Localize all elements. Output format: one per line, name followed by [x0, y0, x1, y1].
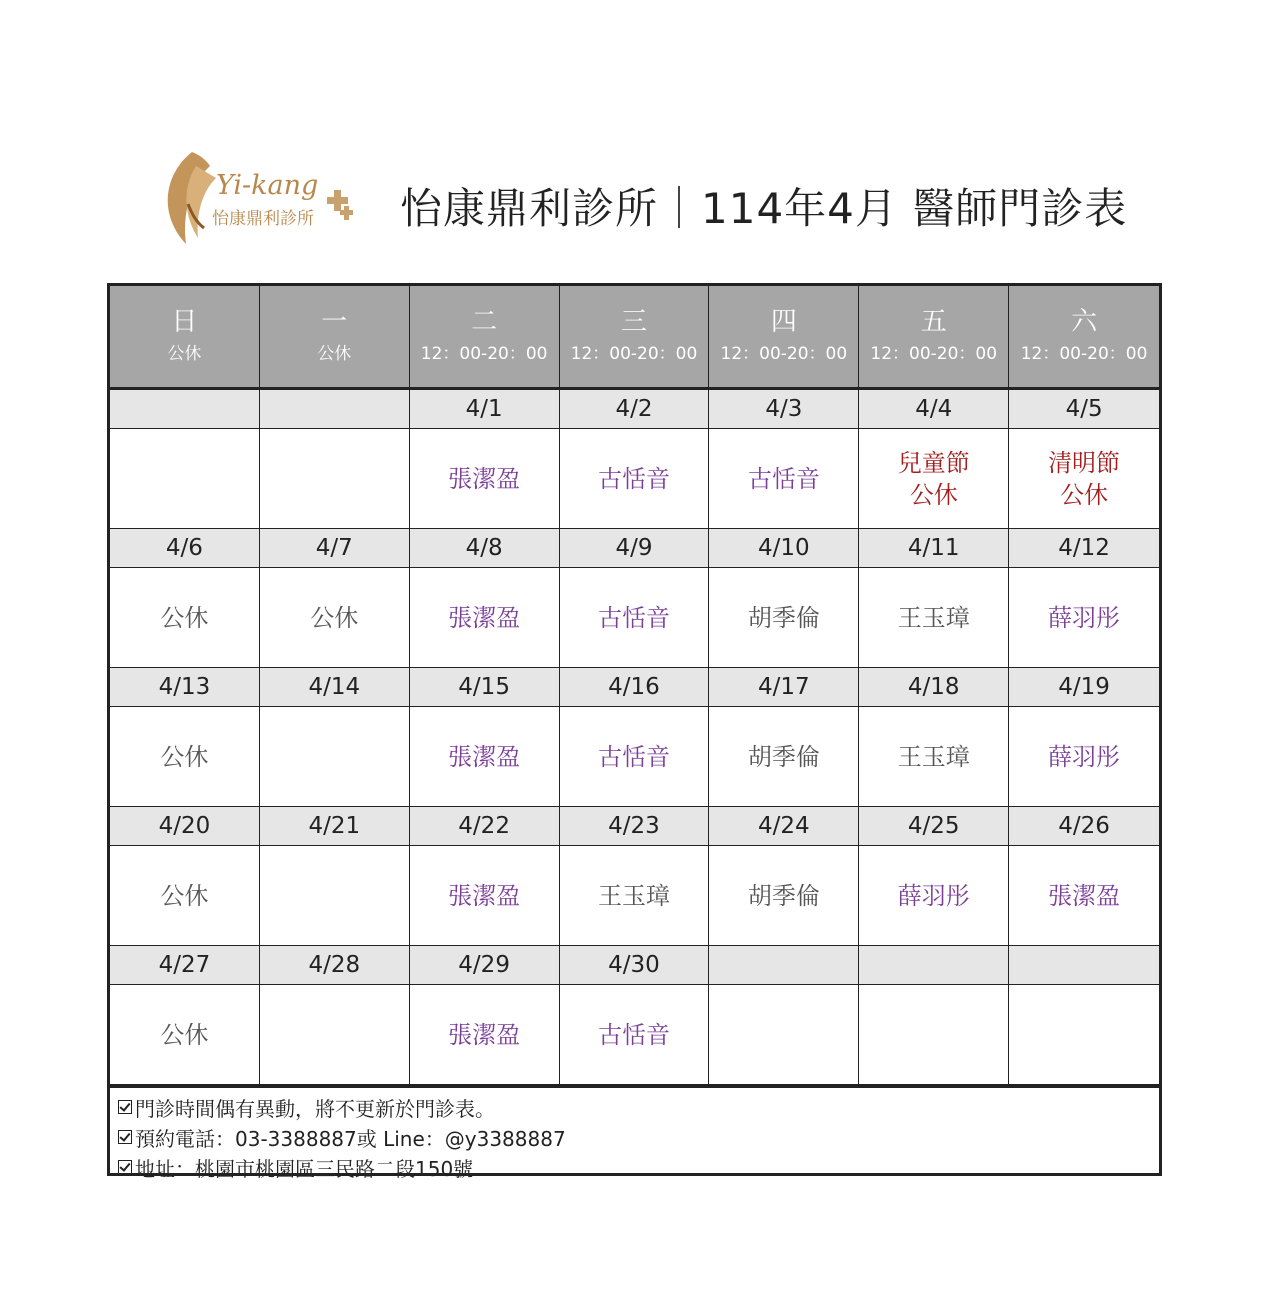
weekday-label: 日	[171, 306, 198, 337]
date-cell: 4/8	[410, 529, 560, 568]
doctor-name: 清明節	[1048, 448, 1121, 477]
note-text: 地址：桃園市桃園區三民路二段150號	[135, 1156, 474, 1181]
hours-label: 12：00-20：00	[720, 343, 848, 364]
doctor-name: 張潔盈	[448, 1020, 521, 1049]
schedule-cell	[560, 429, 710, 529]
date-cell: 4/23	[560, 807, 710, 846]
date-cell	[859, 946, 1009, 985]
doctor-name: 胡季倫	[747, 603, 820, 632]
hours-label: 12：00-20：00	[1020, 343, 1148, 364]
doctor-name: 張潔盈	[448, 881, 521, 910]
hours-label: 公休	[167, 343, 202, 364]
note-item	[118, 1092, 1151, 1122]
date-cell: 4/14	[260, 668, 410, 707]
date-cell: 4/19	[1009, 668, 1159, 707]
doctor-name: 王玉璋	[597, 881, 670, 910]
schedule-cell	[410, 846, 560, 946]
schedule-grid	[110, 286, 1159, 1085]
date-cell: 4/30	[560, 946, 710, 985]
doctor-name: 薛羽彤	[897, 881, 970, 910]
date-cell: 4/6	[110, 529, 260, 568]
logo-name-text: 怡康鼎利診所	[212, 209, 314, 229]
doctor-name: 古恬音	[597, 742, 670, 771]
hours-label: 公休	[317, 343, 352, 364]
date-cell: 4/16	[560, 668, 710, 707]
checkbox-icon	[118, 1100, 132, 1114]
doctor-name: 張潔盈	[448, 742, 521, 771]
hours-label: 12：00-20：00	[420, 343, 548, 364]
schedule-cell	[1009, 846, 1159, 946]
schedule-cell	[560, 568, 710, 668]
date-cell: 4/22	[410, 807, 560, 846]
date-cell: 4/1	[410, 390, 560, 429]
schedule-cell	[260, 568, 410, 668]
doctor-name: 古恬音	[597, 603, 670, 632]
schedule-cell	[859, 985, 1009, 1085]
schedule-table	[107, 283, 1162, 1181]
checkbox-icon	[118, 1130, 132, 1144]
note-item	[118, 1122, 1151, 1152]
schedule-cell	[110, 985, 260, 1085]
schedule-cell	[859, 429, 1009, 529]
logo-script-text: Yi-kang	[216, 170, 319, 201]
schedule-cell	[709, 429, 859, 529]
doctor-name: 張潔盈	[448, 603, 521, 632]
schedule-cell	[560, 846, 710, 946]
clinic-logo	[152, 144, 362, 254]
schedule-cell	[410, 985, 560, 1085]
doctor-name: 張潔盈	[1048, 881, 1121, 910]
header-cell	[709, 286, 859, 390]
schedule-cell	[709, 568, 859, 668]
note-item	[118, 1152, 1151, 1182]
header-cell	[1009, 286, 1159, 390]
date-cell: 4/27	[110, 946, 260, 985]
date-cell: 4/2	[560, 390, 710, 429]
date-cell: 4/12	[1009, 529, 1159, 568]
schedule-cell	[260, 846, 410, 946]
note-text: 門診時間偶有異動，將不更新於門診表。	[135, 1096, 495, 1121]
doctor-name: 古恬音	[597, 1020, 670, 1049]
date-cell: 4/24	[709, 807, 859, 846]
schedule-cell	[709, 985, 859, 1085]
schedule-cell	[410, 429, 560, 529]
doctor-name: 王玉璋	[897, 603, 970, 632]
doctor-name: 薛羽彤	[1048, 603, 1121, 632]
schedule-cell	[260, 429, 410, 529]
header	[0, 140, 1268, 260]
schedule-cell	[110, 707, 260, 807]
date-cell	[260, 390, 410, 429]
date-cell: 4/20	[110, 807, 260, 846]
header-cell	[859, 286, 1009, 390]
doctor-name: 王玉璋	[897, 742, 970, 771]
doctor-name: 胡季倫	[747, 881, 820, 910]
doctor-name: 公休	[160, 742, 209, 771]
date-cell: 4/26	[1009, 807, 1159, 846]
date-cell: 4/17	[709, 668, 859, 707]
weekday-label: 二	[471, 306, 498, 337]
date-cell: 4/15	[410, 668, 560, 707]
schedule-cell	[110, 846, 260, 946]
date-cell	[110, 390, 260, 429]
schedule-cell	[1009, 985, 1159, 1085]
hours-label: 12：00-20：00	[570, 343, 698, 364]
doctor-name: 薛羽彤	[1048, 742, 1121, 771]
header-cell	[410, 286, 560, 390]
weekday-label: 四	[770, 306, 797, 337]
doctor-name: 兒童節	[897, 448, 970, 477]
date-cell: 4/10	[709, 529, 859, 568]
doctor-name: 張潔盈	[448, 464, 521, 493]
weekday-label: 一	[321, 306, 348, 337]
schedule-cell	[110, 429, 260, 529]
schedule-cell	[859, 707, 1009, 807]
schedule-cell	[410, 707, 560, 807]
doctor-name: 公休	[160, 603, 209, 632]
schedule-cell	[1009, 568, 1159, 668]
schedule-cell	[560, 707, 710, 807]
hours-label: 12：00-20：00	[870, 343, 998, 364]
date-cell: 4/5	[1009, 390, 1159, 429]
doctor-name: 胡季倫	[747, 742, 820, 771]
doctor-name: 古恬音	[597, 464, 670, 493]
date-cell: 4/21	[260, 807, 410, 846]
date-cell: 4/13	[110, 668, 260, 707]
date-cell	[709, 946, 859, 985]
date-cell: 4/25	[859, 807, 1009, 846]
doctor-name: 公休	[160, 881, 209, 910]
schedule-cell	[260, 707, 410, 807]
schedule-cell	[709, 707, 859, 807]
doctor-name: 古恬音	[747, 464, 820, 493]
schedule-cell	[1009, 707, 1159, 807]
doctor-name: 公休	[160, 1020, 209, 1049]
weekday-label: 六	[1071, 306, 1098, 337]
schedule-cell	[709, 846, 859, 946]
doctor-name: 公休	[1060, 480, 1109, 509]
page-title: 怡康鼎利診所｜114年4月 醫師門診表	[400, 184, 1128, 233]
header-cell	[110, 286, 260, 390]
date-cell	[1009, 946, 1159, 985]
checkbox-icon	[118, 1160, 132, 1174]
date-cell: 4/3	[709, 390, 859, 429]
date-cell: 4/28	[260, 946, 410, 985]
header-cell	[560, 286, 710, 390]
header-cell	[260, 286, 410, 390]
weekday-label: 三	[620, 306, 647, 337]
date-cell: 4/29	[410, 946, 560, 985]
doctor-name: 公休	[310, 603, 359, 632]
schedule-cell	[1009, 429, 1159, 529]
date-cell: 4/4	[859, 390, 1009, 429]
schedule-cell	[110, 568, 260, 668]
notes-section	[110, 1085, 1159, 1186]
schedule-cell	[410, 568, 560, 668]
date-cell: 4/7	[260, 529, 410, 568]
weekday-label: 五	[920, 306, 947, 337]
date-cell: 4/9	[560, 529, 710, 568]
date-cell: 4/11	[859, 529, 1009, 568]
date-cell: 4/18	[859, 668, 1009, 707]
note-text: 預約電話：03-3388887或 Line：@y3388887	[135, 1126, 566, 1151]
schedule-cell	[260, 985, 410, 1085]
schedule-cell	[859, 846, 1009, 946]
schedule-cell	[859, 568, 1009, 668]
doctor-name: 公休	[909, 480, 958, 509]
schedule-cell	[560, 985, 710, 1085]
